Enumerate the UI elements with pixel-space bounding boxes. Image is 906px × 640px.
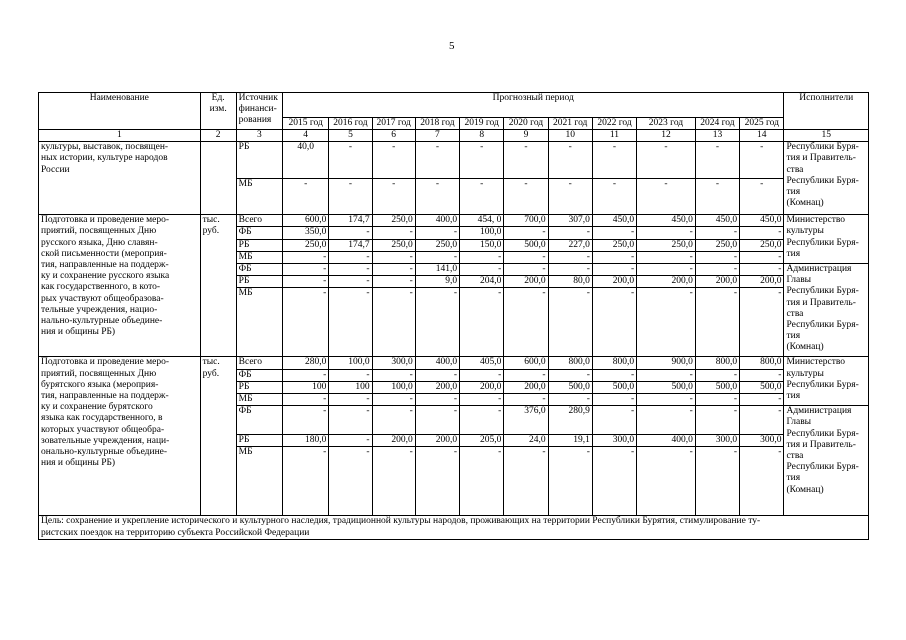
table-row xyxy=(39,357,869,369)
executors-cell: Администрация Главы Республики Буря- тия и Правитель- ства Республики Буря- тия (Комнац) xyxy=(784,264,869,357)
value-cell: 100,0 xyxy=(460,227,504,239)
value-cell: 250,0 xyxy=(592,239,636,251)
value-cell: - xyxy=(695,227,739,239)
value-cell: 800,0 xyxy=(592,357,636,369)
column-number: 8 xyxy=(460,130,504,142)
value-cell: - xyxy=(504,227,548,239)
column-number: 9 xyxy=(504,130,548,142)
value-cell: - xyxy=(504,288,548,357)
value-cell: 250,0 xyxy=(740,239,784,251)
value-cell: - xyxy=(460,264,504,276)
value-cell: - xyxy=(372,288,415,357)
unit-cell: тыс. руб. xyxy=(200,215,236,357)
value-cell: - xyxy=(329,178,372,215)
value-cell: 100,0 xyxy=(372,381,415,393)
value-cell: - xyxy=(460,447,504,516)
value-cell: - xyxy=(637,264,696,276)
value-cell: - xyxy=(592,447,636,516)
value-cell: 300,0 xyxy=(592,435,636,447)
value-cell: - xyxy=(637,394,696,406)
value-cell: - xyxy=(592,394,636,406)
value-cell: - xyxy=(740,227,784,239)
value-cell: 9,0 xyxy=(415,276,459,288)
source-cell: ФБ xyxy=(236,369,282,381)
column-number: 12 xyxy=(637,130,696,142)
value-cell: 250,0 xyxy=(637,239,696,251)
source-cell: РБ xyxy=(236,239,282,251)
value-cell: - xyxy=(460,394,504,406)
value-cell: - xyxy=(592,178,636,215)
year-header: 2023 год xyxy=(637,117,696,129)
value-cell: - xyxy=(415,142,459,179)
column-number: 5 xyxy=(329,130,372,142)
value-cell: 200,0 xyxy=(592,276,636,288)
value-cell: 19,1 xyxy=(548,435,592,447)
value-cell: - xyxy=(740,406,784,435)
value-cell: - xyxy=(504,178,548,215)
value-cell: - xyxy=(415,394,459,406)
value-cell: - xyxy=(548,288,592,357)
value-cell: - xyxy=(415,288,459,357)
value-cell: 200,0 xyxy=(415,435,459,447)
value-cell: 300,0 xyxy=(740,435,784,447)
value-cell: 250,0 xyxy=(695,239,739,251)
value-cell: - xyxy=(504,142,548,179)
year-header: 2020 год xyxy=(504,117,548,129)
col-name-header: Наименование xyxy=(39,93,201,130)
value-cell: - xyxy=(740,142,784,179)
value-cell: - xyxy=(637,288,696,357)
source-cell: ФБ xyxy=(236,227,282,239)
value-cell: - xyxy=(460,178,504,215)
value-cell: - xyxy=(504,447,548,516)
column-number: 2 xyxy=(200,130,236,142)
value-cell: - xyxy=(637,227,696,239)
column-number: 11 xyxy=(592,130,636,142)
value-cell: 200,0 xyxy=(504,276,548,288)
value-cell: 300,0 xyxy=(695,435,739,447)
value-cell: 500,0 xyxy=(637,381,696,393)
value-cell: 700,0 xyxy=(504,215,548,227)
value-cell: - xyxy=(372,276,415,288)
source-cell: МБ xyxy=(236,178,282,215)
value-cell: - xyxy=(283,276,329,288)
value-cell: 450,0 xyxy=(637,215,696,227)
value-cell: - xyxy=(592,288,636,357)
value-cell: - xyxy=(329,142,372,179)
value-cell: - xyxy=(460,251,504,263)
year-header: 2015 год xyxy=(283,117,329,129)
value-cell: - xyxy=(372,447,415,516)
value-cell: - xyxy=(372,394,415,406)
source-cell: МБ xyxy=(236,394,282,406)
column-numbers-row xyxy=(39,130,869,142)
value-cell: - xyxy=(329,394,372,406)
value-cell: - xyxy=(372,406,415,435)
executors-cell: Министерство культуры Республики Буря- тия xyxy=(784,215,869,264)
source-cell: МБ xyxy=(236,288,282,357)
value-cell: - xyxy=(548,264,592,276)
value-cell: - xyxy=(637,251,696,263)
value-cell: - xyxy=(548,251,592,263)
value-cell: 200,0 xyxy=(695,276,739,288)
col-executors-header: Исполнители xyxy=(784,93,869,130)
value-cell: - xyxy=(283,394,329,406)
value-cell: - xyxy=(329,435,372,447)
executors-cell: Республики Буря- тия и Правитель- ства Республики Буря- тия (Комнац) xyxy=(784,142,869,215)
value-cell: - xyxy=(740,369,784,381)
year-header: 2019 год xyxy=(460,117,504,129)
source-cell: ФБ xyxy=(236,264,282,276)
value-cell: - xyxy=(695,288,739,357)
value-cell: - xyxy=(504,264,548,276)
value-cell: 307,0 xyxy=(548,215,592,227)
value-cell: 227,0 xyxy=(548,239,592,251)
value-cell: 200,0 xyxy=(460,381,504,393)
value-cell: 400,0 xyxy=(415,357,459,369)
value-cell: 450,0 xyxy=(740,215,784,227)
value-cell: 800,0 xyxy=(740,357,784,369)
value-cell: - xyxy=(548,142,592,179)
value-cell: - xyxy=(283,178,329,215)
value-cell: 280,0 xyxy=(283,357,329,369)
value-cell: 350,0 xyxy=(283,227,329,239)
value-cell: - xyxy=(592,251,636,263)
value-cell: 400,0 xyxy=(637,435,696,447)
program-table xyxy=(38,92,869,540)
value-cell: - xyxy=(695,394,739,406)
value-cell: - xyxy=(415,447,459,516)
value-cell: - xyxy=(283,288,329,357)
value-cell: - xyxy=(548,394,592,406)
column-number: 14 xyxy=(740,130,784,142)
year-header: 2021 год xyxy=(548,117,592,129)
value-cell: - xyxy=(637,406,696,435)
value-cell: - xyxy=(592,227,636,239)
value-cell: 174,7 xyxy=(329,239,372,251)
value-cell: - xyxy=(740,394,784,406)
value-cell: - xyxy=(329,369,372,381)
value-cell: 400,0 xyxy=(415,215,459,227)
year-header: 2025 год xyxy=(740,117,784,129)
value-cell: - xyxy=(460,142,504,179)
value-cell: - xyxy=(695,142,739,179)
value-cell: - xyxy=(592,406,636,435)
value-cell: - xyxy=(460,406,504,435)
value-cell: 450,0 xyxy=(592,215,636,227)
value-cell: - xyxy=(592,369,636,381)
value-cell: 600,0 xyxy=(283,215,329,227)
value-cell: 250,0 xyxy=(415,239,459,251)
value-cell: - xyxy=(372,178,415,215)
value-cell: 250,0 xyxy=(283,239,329,251)
value-cell: - xyxy=(740,288,784,357)
value-cell: 80,0 xyxy=(548,276,592,288)
year-header: 2016 год xyxy=(329,117,372,129)
value-cell: - xyxy=(740,447,784,516)
source-cell: РБ xyxy=(236,142,282,179)
value-cell: 500,0 xyxy=(592,381,636,393)
period-header: Прогнозный период xyxy=(283,93,784,118)
value-cell: 600,0 xyxy=(504,357,548,369)
item-name: культуры, выставок, посвящен- ных истории, культуре народов России xyxy=(39,142,201,215)
value-cell: - xyxy=(504,369,548,381)
value-cell: - xyxy=(504,394,548,406)
value-cell: - xyxy=(415,227,459,239)
value-cell: - xyxy=(637,369,696,381)
value-cell: 405,0 xyxy=(460,357,504,369)
value-cell: - xyxy=(740,178,784,215)
year-header: 2022 год xyxy=(592,117,636,129)
value-cell: 200,0 xyxy=(740,276,784,288)
value-cell: - xyxy=(695,178,739,215)
value-cell: - xyxy=(329,288,372,357)
source-cell: ФБ xyxy=(236,406,282,435)
value-cell: - xyxy=(283,264,329,276)
value-cell: - xyxy=(695,251,739,263)
value-cell: - xyxy=(372,369,415,381)
value-cell: - xyxy=(695,264,739,276)
value-cell: 180,0 xyxy=(283,435,329,447)
value-cell: - xyxy=(637,447,696,516)
value-cell: 300,0 xyxy=(372,357,415,369)
column-number: 13 xyxy=(695,130,739,142)
value-cell: - xyxy=(283,406,329,435)
value-cell: - xyxy=(548,369,592,381)
value-cell: 200,0 xyxy=(504,381,548,393)
value-cell: 280,9 xyxy=(548,406,592,435)
value-cell: - xyxy=(592,264,636,276)
unit-cell: тыс. руб. xyxy=(200,357,236,516)
column-number: 15 xyxy=(784,130,869,142)
value-cell: 800,0 xyxy=(695,357,739,369)
col-unit-header: Ед. изм. xyxy=(200,93,236,130)
column-number: 6 xyxy=(372,130,415,142)
value-cell: 204,0 xyxy=(460,276,504,288)
value-cell: - xyxy=(329,264,372,276)
value-cell: - xyxy=(372,251,415,263)
value-cell: 40,0 xyxy=(283,142,329,179)
column-number: 7 xyxy=(415,130,459,142)
table-row xyxy=(39,142,869,179)
value-cell: 200,0 xyxy=(637,276,696,288)
value-cell: - xyxy=(695,369,739,381)
executors-cell: Министерство культуры Республики Буря- тия xyxy=(784,357,869,406)
value-cell: 900,0 xyxy=(637,357,696,369)
year-header: 2024 год xyxy=(695,117,739,129)
source-cell: МБ xyxy=(236,447,282,516)
item-name: Подготовка и проведение меро- приятий, посвященных Дню бурятского языка (мероприя- тия, направленные на поддерж- ку и сохранение бурятского языка как государственного, в которых участвуют общеобра- зовательные учреждения, наци- онально-культурные объедине- ния и общины РБ) xyxy=(39,357,201,516)
value-cell: - xyxy=(329,447,372,516)
value-cell: 500,0 xyxy=(695,381,739,393)
column-number: 10 xyxy=(548,130,592,142)
value-cell: - xyxy=(283,369,329,381)
value-cell: 376,0 xyxy=(504,406,548,435)
value-cell: 500,0 xyxy=(504,239,548,251)
value-cell: - xyxy=(637,178,696,215)
value-cell: - xyxy=(695,447,739,516)
value-cell: - xyxy=(329,406,372,435)
source-cell: РБ xyxy=(236,381,282,393)
value-cell: - xyxy=(372,264,415,276)
column-number: 1 xyxy=(39,130,201,142)
value-cell: 200,0 xyxy=(372,435,415,447)
value-cell: - xyxy=(460,288,504,357)
year-header: 2018 год xyxy=(415,117,459,129)
goal-row xyxy=(39,516,869,539)
value-cell: - xyxy=(415,406,459,435)
value-cell: - xyxy=(329,251,372,263)
value-cell: - xyxy=(329,276,372,288)
value-cell: - xyxy=(504,251,548,263)
year-header: 2017 год xyxy=(372,117,415,129)
source-cell: РБ xyxy=(236,276,282,288)
source-cell: РБ xyxy=(236,435,282,447)
source-cell: МБ xyxy=(236,251,282,263)
value-cell: - xyxy=(548,447,592,516)
value-cell: 454, 0 xyxy=(460,215,504,227)
value-cell: 500,0 xyxy=(548,381,592,393)
value-cell: 100 xyxy=(283,381,329,393)
value-cell: - xyxy=(637,142,696,179)
source-cell: Всего xyxy=(236,357,282,369)
value-cell: - xyxy=(372,227,415,239)
value-cell: - xyxy=(415,369,459,381)
value-cell: 100,0 xyxy=(329,357,372,369)
value-cell: 174,7 xyxy=(329,215,372,227)
table-row xyxy=(39,215,869,227)
value-cell: 800,0 xyxy=(548,357,592,369)
value-cell: - xyxy=(415,178,459,215)
value-cell: - xyxy=(460,369,504,381)
item-name: Подготовка и проведение меро- приятий, посвященных Дню русского языка, Дню славян- ской письменности (мероприя- тия, направленные на поддерж- ку и сохранение русского языка как государственного, в кото- рых участвуют общеобразова- тельные учреждения, нацио- нально-культурные объедине- ния и общины РБ) xyxy=(39,215,201,357)
value-cell: - xyxy=(415,251,459,263)
value-cell: 24,0 xyxy=(504,435,548,447)
value-cell: - xyxy=(548,178,592,215)
value-cell: 150,0 xyxy=(460,239,504,251)
value-cell: 450,0 xyxy=(695,215,739,227)
col-source-header: Источник финанси- рования xyxy=(236,93,282,130)
source-cell: Всего xyxy=(236,215,282,227)
value-cell: - xyxy=(740,251,784,263)
column-number: 3 xyxy=(236,130,282,142)
value-cell: 250,0 xyxy=(372,215,415,227)
column-number: 4 xyxy=(283,130,329,142)
value-cell: - xyxy=(548,227,592,239)
value-cell: - xyxy=(740,264,784,276)
value-cell: - xyxy=(372,142,415,179)
executors-cell: Администрация Главы Республики Буря- тия и Правитель- ства Республики Буря- тия (Комнац) xyxy=(784,406,869,516)
value-cell: - xyxy=(695,406,739,435)
header-row xyxy=(39,93,869,118)
value-cell: 500,0 xyxy=(740,381,784,393)
value-cell: 200,0 xyxy=(415,381,459,393)
value-cell: - xyxy=(283,251,329,263)
value-cell: 205,0 xyxy=(460,435,504,447)
value-cell: - xyxy=(283,447,329,516)
goal-text: Цель: сохранение и укрепление исторического и культурного наследия, традиционной культуры народов, проживающих на территории Республики Бурятия, стимулирование ту- ристских поездок на территорию субъекта Российской Федерации xyxy=(39,516,869,539)
page-number: 5 xyxy=(449,40,455,52)
value-cell: - xyxy=(329,227,372,239)
value-cell: 141,0 xyxy=(415,264,459,276)
value-cell: 250,0 xyxy=(372,239,415,251)
value-cell: - xyxy=(592,142,636,179)
unit-cell xyxy=(200,142,236,215)
value-cell: 100 xyxy=(329,381,372,393)
